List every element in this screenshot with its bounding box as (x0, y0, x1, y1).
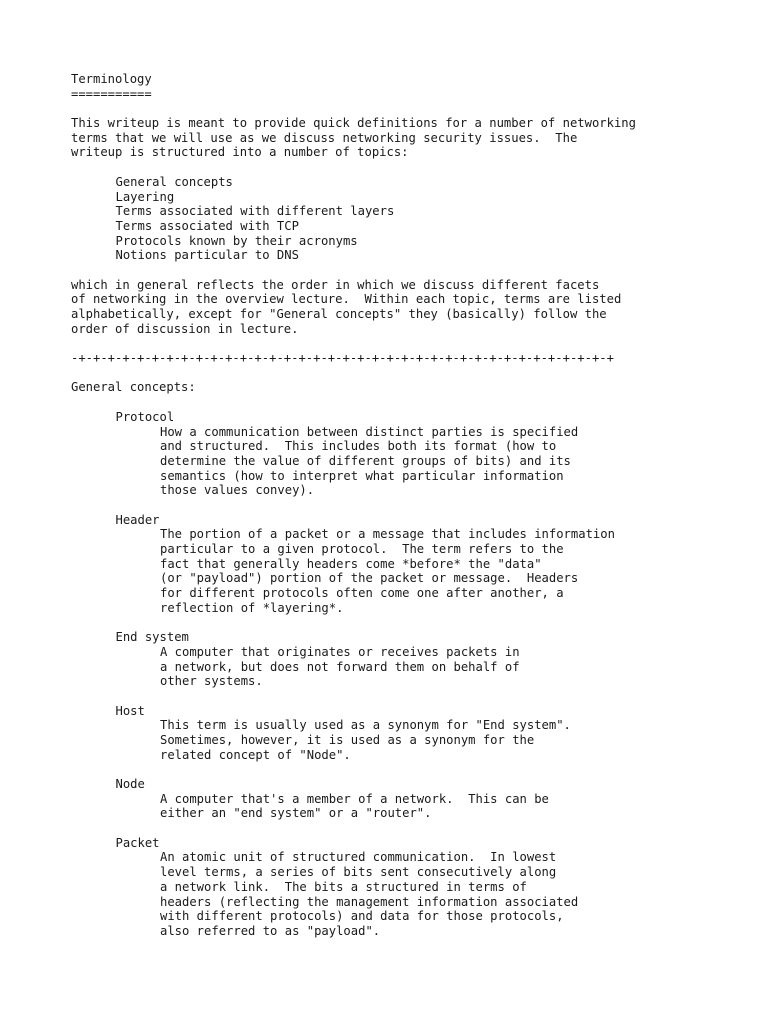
spacer (71, 101, 751, 116)
term-definition-line: An atomic unit of structured communication. In lowest (160, 850, 557, 865)
term-entry (71, 513, 751, 616)
intro-line: terms that we will use as we discuss networking security issues. The (71, 130, 578, 145)
spacer (71, 160, 751, 175)
term-definition-line: a network, but does not forward them on behalf of (160, 659, 520, 674)
term-definition-line: fact that generally headers come *before* the "data" (160, 556, 542, 571)
spacer (71, 762, 751, 777)
topic-item: Notions particular to DNS (115, 248, 299, 263)
closing-line: alphabetically, except for "General concepts" they (basically) follow the (71, 307, 607, 321)
topic-item: Terms associated with TCP (115, 218, 299, 233)
term-definition-line: those values convey). (160, 483, 315, 498)
closing-line: of networking in the overview lecture. Within each topic, terms are listed (71, 292, 622, 307)
term-definition-line: The portion of a packet or a message that includes information (160, 527, 615, 542)
term-definition-line: How a communication between distinct parties is specified (160, 424, 579, 439)
doc-title: Terminology (71, 72, 152, 86)
term-definition-line: related concept of "Node". (160, 747, 351, 762)
spacer (71, 263, 751, 278)
term-name: Header (115, 512, 160, 527)
term-definition-line: (or "payload") portion of the packet or message. Headers (160, 571, 579, 586)
term-definition-line: also referred to as "payload". (160, 923, 381, 938)
term-definition-line: a network link. The bits a structured in terms of (160, 879, 527, 894)
term-name: Host (115, 703, 145, 718)
doc-title-underline: =========== (71, 86, 152, 101)
closing-line: order of discussion in lecture. (71, 321, 299, 336)
closing-line: which in general reflects the order in which we discuss different facets (71, 277, 600, 292)
topic-item: General concepts (115, 174, 233, 189)
term-definition-line: Sometimes, however, it is used as a synonym for the (160, 732, 535, 747)
term-name: Protocol (115, 409, 175, 424)
intro-paragraph (71, 116, 751, 160)
term-entry (71, 777, 751, 821)
term-definition-line: This term is usually used as a synonym for "End system". (160, 718, 571, 733)
term-definition-line: A computer that's a member of a network. This can be (160, 791, 549, 806)
topic-item: Terms associated with different layers (115, 204, 395, 219)
term-entry (71, 704, 751, 763)
term-name: Packet (115, 835, 160, 850)
term-entry (71, 630, 751, 689)
topic-item: Layering (115, 189, 175, 204)
term-definition-line: semantics (how to interpret what particular information (160, 468, 564, 483)
term-definition-line: for different protocols often come one after another, a (160, 586, 564, 601)
term-definition-line: determine the value of different groups of bits) and its (160, 453, 571, 468)
spacer (71, 689, 751, 704)
intro-line: This writeup is meant to provide quick definitions for a number of networking (71, 116, 636, 131)
term-definition-line: level terms, a series of bits sent consecutively along (160, 865, 557, 880)
term-definition-line: headers (reflecting the management information associated (160, 894, 579, 909)
topic-list (71, 175, 751, 263)
intro-line: writeup is structured into a number of topics: (71, 145, 409, 160)
term-definition-line: either an "end system" or a "router". (160, 806, 432, 821)
spacer (71, 395, 751, 410)
closing-paragraph (71, 278, 751, 337)
spacer (71, 366, 751, 381)
term-name: Node (115, 777, 145, 791)
term-entry (71, 410, 751, 498)
spacer (71, 498, 751, 513)
term-entry (71, 836, 751, 939)
separator-line: -+-+-+-+-+-+-+-+-+-+-+-+-+-+-+-+-+-+-+-+-+-+-+-+-+-+-+-+-+-+-+-+-+-+-+-+-+ (71, 351, 614, 366)
term-definition-line: reflection of *layering*. (160, 600, 344, 615)
term-definition-line: A computer that originates or receives packets in (160, 644, 520, 659)
spacer (71, 821, 751, 836)
document-page (71, 72, 751, 939)
term-name: End system (115, 630, 189, 645)
section-heading: General concepts: (71, 380, 196, 395)
term-definition-line: other systems. (160, 674, 263, 689)
spacer (71, 615, 751, 630)
term-definition-line: and structured. This includes both its format (how to (160, 439, 557, 454)
spacer (71, 336, 751, 351)
topic-item: Protocols known by their acronyms (115, 233, 358, 248)
term-definition-line: with different protocols) and data for those protocols, (160, 909, 564, 924)
term-definition-line: particular to a given protocol. The term refers to the (160, 542, 564, 556)
